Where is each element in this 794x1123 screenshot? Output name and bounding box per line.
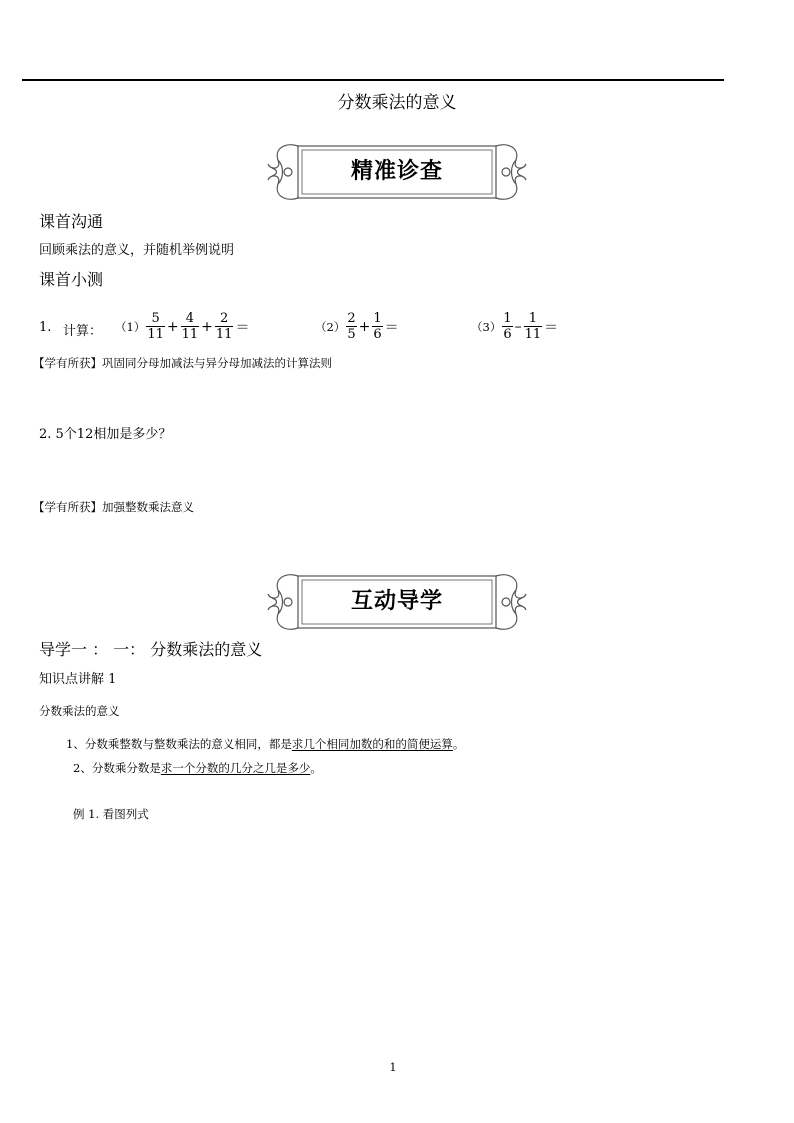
gain-tag: 【学有所获】 (33, 500, 102, 514)
pre-class-talk-heading: 课首沟通 (39, 212, 104, 231)
fraction: $\frac{4}{11}$ (181, 311, 199, 342)
learning-gain-1 (33, 355, 332, 371)
fraction: $\frac{1}{6}$ (373, 311, 382, 342)
expression-1 (115, 311, 250, 342)
section-banner-interactive (264, 570, 530, 634)
fraction: $\frac{1}{6}$ (503, 311, 512, 342)
fraction: $\frac{1}{11}$ (524, 311, 542, 342)
part-label: （2） (315, 319, 346, 334)
expression-3 (471, 311, 559, 342)
quiz-question-1 (39, 311, 599, 351)
rule-1-key-phrase: 求几个相同加数的和的简便运算 (291, 737, 453, 751)
pre-class-quiz-heading: 课首小测 (39, 270, 104, 289)
fraction: $\frac{2}{11}$ (215, 311, 233, 342)
guide-heading: 导学一 ： 一： 分数乘法的意义 (39, 640, 263, 659)
equals-sign: ＝ (544, 319, 559, 336)
minus-sign: – (514, 318, 522, 335)
plus-sign: + (166, 318, 179, 335)
banner-title: 互动导学 (350, 589, 443, 614)
rule-1 (66, 736, 464, 752)
equals-sign: ＝ (235, 319, 250, 336)
rule-1-prefix: 1、分数乘整数与整数乘法的意义相同，都是 (66, 737, 292, 751)
quiz-question-2: 2. 5个12相加是多少？ (39, 427, 172, 442)
part-label: （3） (471, 319, 502, 334)
question-number: 1. (39, 320, 52, 335)
page-title: 分数乘法的意义 (337, 93, 457, 113)
example-label: 例 1. 看图列式 (73, 807, 149, 821)
knowledge-point-label: 知识点讲解 1 (39, 672, 117, 687)
part-label: （1） (115, 319, 146, 334)
rule-2 (73, 760, 322, 776)
rule-2-suffix: 。 (310, 761, 322, 775)
gain-text: 巩固同分母加减法与异分母加减法的计算法则 (102, 356, 332, 370)
expression-2 (315, 311, 400, 342)
gain-tag: 【学有所获】 (33, 356, 102, 370)
pre-class-talk-text: 回顾乘法的意义，并随机举例说明 (39, 243, 235, 258)
rule-1-suffix: 。 (452, 737, 465, 751)
learning-gain-2 (33, 499, 194, 515)
fraction: $\frac{5}{11}$ (147, 311, 164, 342)
topic-label: 分数乘法的意义 (39, 704, 120, 718)
top-rule (22, 79, 724, 81)
page-number: 1 (389, 1061, 397, 1074)
rule-2-key-phrase: 求一个分数的几分之几是多少 (160, 761, 311, 775)
plus-sign: + (358, 318, 371, 335)
rule-2-prefix: 2、分数乘分数是 (73, 761, 161, 775)
question-prompt: 计算： (63, 324, 103, 339)
gain-text: 加强整数乘法意义 (102, 500, 194, 514)
fraction: $\frac{2}{5}$ (347, 311, 356, 342)
banner-title: 精准诊查 (350, 159, 443, 184)
plus-sign: + (201, 318, 213, 335)
equals-sign: ＝ (384, 319, 399, 336)
section-banner-diagnosis (264, 140, 530, 204)
